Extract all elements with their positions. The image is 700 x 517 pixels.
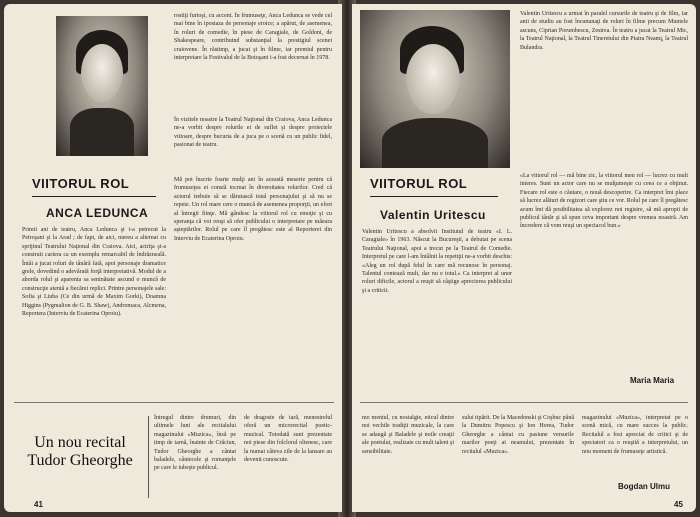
divider [370, 196, 498, 197]
article-column-2: Mă pot înscrie foarte mulţi ani în această meserie pentru că frumuseţea ei constă tocmai în diversitatea rolurilor. Cred că actorul trebuie să se dăruiască total personajului şi să nu se repete. Un rol mare cere o muncă de asemenea proporţii, un efort al întregii fiinţe. Mă gândesc la viitorul rol cu emoţie şi cu speranţa că voi reuşi să ofer publicului o interpretare pe măsura aşteptărilor. Rolul pe care îl pregătesc este al Reporterei din Interviu de Ecaterina Oproiu. [174, 177, 332, 242]
recital-column-2: de dragoste de tară, menestrelul oferă un microrecital poetic-muzical. Totodată sunt prezentate noi piese din folclorul oltenesc, care la numai câteva zile de la lansare au devenit cunoscute. [244, 415, 332, 464]
section-title: VIITORUL ROL [370, 176, 468, 191]
article-column-2: «La viitorul rol — mă bine zic, la viitorul meu rol — lucrez cu mult interes. Sunt un actor care nu se mulţumeşte cu ceea ce a obţinut. Fiecare rol este o căutare, o nouă descoperire. Ca interpret îmi place să lucrez alături de regizori care ştiu ce vor. Rolul pe care îl pregătesc acum îmi dă posibilitatea să explorez noi registre, să mă apropii de publicul tânăr şi să spun ceva important despre vremea noastră. Am încredere că vom reuşi un spectacol bun.» [520, 173, 688, 230]
portrait-photo-anca-ledunca [56, 16, 148, 156]
recital-author-signature: Bogdan Ulmu [618, 482, 670, 491]
sub-article-text: În vizitele noastre la Teatrul Naţional din Craiova, Anca Ledunca ne-a vorbit despre rolurile ei de suflet şi despre proiectele viitoare, despre bucuria de a juca pe o scenă cu un public fidel, pasionat de teatru. [174, 117, 332, 149]
section-title: VIITORUL ROL [32, 176, 130, 191]
column-divider [148, 416, 149, 498]
recital-column-1: mo mentul, cu nostalgie, eticul dintre noi vechile tradiţii muzicale, la care se adaugă şi Baladele şi noile creaţii ale poetului, realizate cu mult talent şi sensibilitate. [362, 415, 454, 455]
divider [32, 196, 156, 197]
person-name: ANCA LEDUNCA [46, 206, 149, 220]
top-article-text: rostiţi furioşi, cu accent. În frumuseţe, Anca Ledunca se vede cel mai bine în ipostaza de personaje eroice; a apărut, de asemenea, în roluri de comedie, în piese de Caragiale, de Goldoni, de Shakespeare, contribuind substanţial la prestigiul scenei craiovene. În răstimp, a jucat şi în filme, iar premiul pentru interpretare la Festivalul de la Botoşani i-a fost decernat în 1978. [174, 13, 332, 62]
portrait-photo-valentin-uritescu [360, 10, 510, 168]
article-column-1: Valentin Uritescu a absolvit Institutul de teatru «I. L. Caragiale» în 1963. Născut la Bucureşti, a debutat pe scena Teatrului Naţional, apoi a trecut pe la Teatrul de Comedie. Interpretul pe care l-am întâlnit la repetiţii ne-a vorbit deschis: «Aleg un rol după felul în care mă recunosc în personaj. Talentul contează mult, dar nu e totul.» Ca interpret al unor roluri dificile, actorul a reuşit să câştige aprecierea publicului şi a criticii. [362, 229, 512, 294]
page-number: 45 [674, 500, 683, 509]
recital-column-3: magazinului «Muzica», interpretat pe o scenă mică, cu mare succes la public. Recitalul a fost apreciat de critici şi de spectatori ca o reuşită a interpretului, un nou moment de frumuseţe artistică. [582, 415, 688, 455]
author-signature: Maria Maria [630, 376, 675, 385]
top-right-article-text: Valentin Uritescu a urmat în paralel cursurile de teatru şi de film, iar anii de studiu au fost încununaţi de roluri în filme precum Muntele ascuns, Ciprian Porumbescu, Zestrea. În teatru a jucat la Teatrul Mic, la Teatrul Naţional, la Teatrul Tineretului din Piatra Neamţ, la Teatrul Bulandra. [520, 11, 688, 51]
left-page [4, 4, 342, 512]
recital-column-2: sului tipărit. De la Macedonski şi Coşbuc până la Dumitru Popescu şi Ion Horea, Tudor Gheorghe a cântat cu pasiune versurile marilor poeţi ai neamului, prezentate în recitalul «Muzica». [462, 415, 574, 455]
page-number: 41 [34, 500, 43, 509]
recital-column-1: Întregul dintre drumuri, din ultimele luni ale recitalului magazinului «Muzica», însă pe timp de iarnă, înainte de Crăciun, Tudor Gheorghe a cântat baladele, cântecele şi romanţele pe care le iubeşte publicul. [154, 415, 236, 472]
divider [360, 402, 688, 403]
article-column-1: Primii ani de teatru, Anca Ledunca şi i-a petrecut la Petroşani şi la Arad ; de fapt, de aici, mereu a alternat cu sprijinul Teatrului Naţional din Craiova. Aici, actriţa şi-a construit cariera ca un exemplu remarcabil de îndrăzneală. Întâi a jucat roluri de tânără fată, apoi personaje dramatice grele, dovedind o adevărată forţă interpretativă. Modul de a aborda rolul şi aparenta sa seninătate ascund o muncă de construcţie atentă a fiecărei replici. Printre personajele sale: Sofia şi Liuba (Ce din urmă de Maxim Gorki), Doamna Higgins (Pygmalion de G. B. Shaw), Andromaca, Alcmena, Reportera (Interviu de Ecaterina Oproiu). [22, 227, 166, 318]
divider [14, 402, 334, 403]
person-name: Valentin Uritescu [380, 208, 486, 222]
recital-title: Un nou recital Tudor Gheorghe [27, 434, 133, 469]
right-page [352, 4, 696, 512]
